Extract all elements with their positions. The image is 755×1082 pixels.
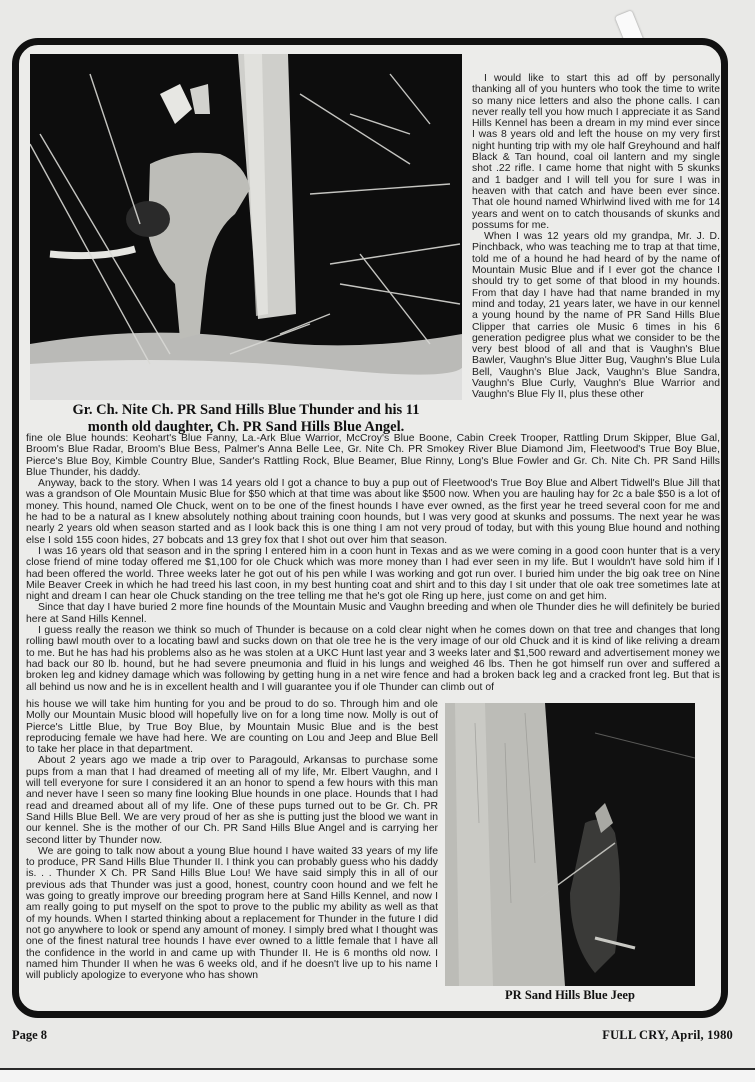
article-paragraph: fine ole Blue hounds: Keohart's Blue Fanny, La.-Ark Blue Warrior, McCroy's Blue Boone, Cabin Creek Trooper, Rattling Drum Skipper, Blue Gal, Broom's Blue Radar, Broom's Blue Bess, Palmer's Anna Belle Lee, Gr. Nite Ch. PR Smokey River Blue Diamond Jim, Fleetwood's True Boy Blue, Pierce's Blue Boy, Kimble Country Blue, Sander's Rattling Rock, Blue Beamer, Blue Rinny, Long's Blue Fowler and Gr. Ch. Nite Ch. PR Sand Hills Blue Thunder, his daddy. <box>26 433 720 478</box>
main-caption-line-1: Gr. Ch. Nite Ch. PR Sand Hills Blue Thunder and his 11 <box>72 402 420 418</box>
article-paragraph: We are going to talk now about a young Blue hound I have waited 33 years of my life to produce, PR Sand Hills Blue Thunder II. I think you can probably guess who his daddy is. . . Thunder X Ch. PR Sand Hills Blue Lou! We have said simply this in all of our previous ads that Thunder was just a good, honest, country coon hound and we felt he was going to greatly improve our breeding program here at Sand Hills Kennel, and now I am really going to put myself on the spot to prove to the public my ability as well as that of my hounds. When I started thinking about a replacement for Thunder in the future I did not go anywhere to look or spend any amount of money. I simply bred what I thought was one of the finest natural tree hounds I have ever owned to a little female that I have all the confidence in the world in and came up with Thunder II. He is 6 months old now. I named him Thunder II when he was 6 weeks old, and if he doesn't live up to his name I will publicly apologize to everyone who has shown <box>26 845 438 982</box>
article-paragraph: About 2 years ago we made a trip over to Paragould, Arkansas to purchase some pups from a man that I had dreamed of meeting all of my life, Mr. Elbert Vaughn, and I will tell everyone for sure I considered it an an honor to spend a few hours with this man and never have I seen so many fine looking Blue hounds in one place. Hounds that I had read and dreamed about all of my life. One of these pups turned out to be Gr. Ch. PR Sand Hills Blue Bell. We are very proud of her as she is putting just the blood we want in our kennel. She is the mother of our Ch. PR Sand Hills Blue Angel and is carrying her second litter by Thunder now. <box>26 755 438 846</box>
article-paragraph: his house we will take him hunting for you and be proud to do so. Through him and ole Molly our Mountain Music blood will hopefully live on for a long time now. Molly is out of Pierce's Little Blue, by True Boy Blue, by Mountain Music Blue and is the best reproducing female we have had here. We are counting on Lou and Jeep and Blue Bell to take her place in that department. <box>26 699 438 756</box>
main-caption-line-2: month old daughter, Ch. PR Sand Hills Blue Angel. <box>87 419 405 435</box>
article-paragraph: I would like to start this ad off by personally thanking all of you hunters who took the time to write so many nice letters and also the phone calls. I can never really tell you how much I appreciate it as Sand Hills Kennel has been a dream in my mind ever since I was 8 years old and left the house on my very first night hunting trip with my ole half Greyhound and half Black & Tan hound, coal oil lantern and my single shot .22 rifle. I came home that night with 5 skunks and 1 badger and I will tell you for sure I was in heaven with that catch and have been ever since. That ole hound named Whirlwind lived with me for 14 years and went on to catch thousands of skunks and possums for me. <box>472 73 720 231</box>
article-paragraph: I guess really the reason we think so much of Thunder is because on a cold clear night when he comes down on that tree and changes that long rolling bawl mouth over to a locating bawl and sucks down on that ole tree he is the very image of our old Chuck and it is kind of like reliving a dream to me. But he has had his problems also as he was stolen at a UKC Hunt last year and 3 weeks later and $1,500 reward and advertisement money we had back our 80 lb. hound, but he had severe pneumonia and fluid in his lungs and weighed 46 lbs. Then he got himself run over and suffered a broken leg and kidney damage which was following by getting hung in a net wire fence and had a broken back leg and a cracked front leg. But that is all behind us now and he is in excellent health and I will guarantee you if ole Thunder can climb out of <box>26 625 720 693</box>
hounds-at-tree-image <box>30 54 462 400</box>
publication-issue: FULL CRY, April, 1980 <box>602 1028 733 1042</box>
jeep-photo-caption: PR Sand Hills Blue Jeep <box>505 988 635 1002</box>
hound-at-tree-image <box>445 703 695 986</box>
article-paragraph: Anyway, back to the story. When I was 14 years old I got a chance to buy a pup out of Fleetwood's True Boy Blue and Albert Tidwell's Blue Jill that was a grandson of Ole Mountain Music Blue for $50 which at that time was about like $500 now. When you are hauling hay for 2c a bale $50 is a lot of money. This hound, named Ole Chuck, went on to be one of the finest hounds I have ever owned, as the first year he treed several coon for me and he had to be a natural as I knew absolutely nothing about training coon hounds, but I was very good at skunks and possums. The next year he was nearly 2 years old when season started and as I look back this is one thing I am not very proud of today, but with this young Blue hound and nothing else I sold 155 coon hides, 27 bobcats and 13 grey fox that I shot out over him that season. <box>26 478 720 546</box>
article-right-column <box>472 73 720 401</box>
article-paragraph: I was 16 years old that season and in the spring I entered him in a coon hunt in Texas and as we were coming in a good coon hunter that is a very close friend of mine today offered me $1,100 for ole Chuck which was more money than I had ever seen in my life. But I wouldn't have sold him if I had been offered the world. Three weeks later he got out of his pen while I was working and got run over. I buried him under the big oak tree on Nine Mile Beaver Creek in which he had treed his last coon, in my best hunting coat and shirt and to this day I sit under that ole oak tree sometimes late at night and dream I can hear ole Chuck standing on the tree telling me that he's got ole Ring up here, just come on and get him. <box>26 545 720 603</box>
article-left-column <box>26 699 438 981</box>
article-full-width-section <box>26 433 720 693</box>
page-number: Page 8 <box>12 1028 48 1042</box>
main-photo-caption <box>30 402 462 436</box>
article-paragraph: Since that day I have buried 2 more fine hounds of the Mountain Music and Vaughn breeding and when ole Thunder dies he will definitely be buried here at Sand Hills Kennel. <box>26 602 720 625</box>
article-paragraph: When I was 12 years old my grandpa, Mr. J. D. Pinchback, who was teaching me to trap at that time, told me of a hound he had heard of by the name of Mountain Music Blue and if I ever got the chance I should try to get some of that blood in my hounds. From that day I have had that name branded in my mind and today, 21 years later, we have in our kennel a young hound by the name of PR Sand Hills Blue Clipper that carries ole Music 6 times in his 6 generation pedigree plus what we consider to be the very best blood of all and that is Vaughn's Blue Bawler, Vaughn's Blue Jitter Bug, Vaughn's Blue Lula Bell, Vaughn's Blue Jack, Vaughn's Blue Sandra, Vaughn's Blue Curly, Vaughn's Blue Warrior and Vaughn's Blue Fly II, plus these other <box>472 231 720 401</box>
photo-blue-jeep <box>445 703 695 986</box>
photo-blue-thunder-and-blue-angel <box>30 54 462 400</box>
